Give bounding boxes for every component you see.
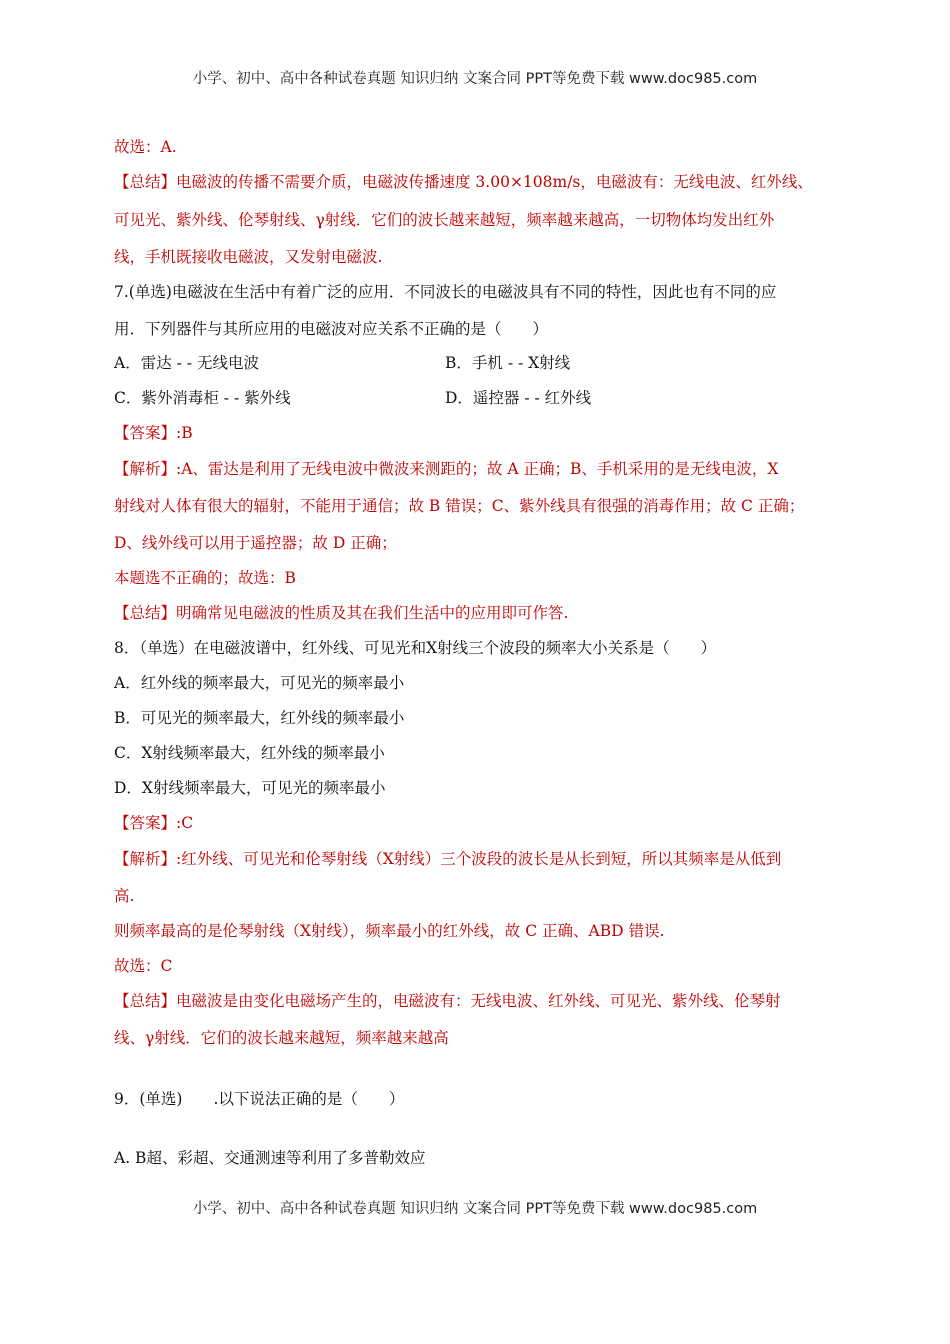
question-line: C．紫外消毒柜 - - 紫外线 [114,389,291,407]
option-line: B．手机 - - X射线 [445,354,571,372]
answer-line: 线，手机既接收电磁波，又发射电磁波. [114,248,383,266]
answer-line: 本题选不正确的；故选：B [114,569,296,587]
answer-line: 射线对人体有很大的辐射，不能用于通信；故 B 错误；C、紫外线具有很强的消毒作用；故 C 正确； [114,497,805,515]
question-line: 7.(单选)电磁波在生活中有着广泛的应用．不同波长的电磁波具有不同的特性，因此也有不同的应 [114,283,777,301]
question-line: B．可见光的频率最大，红外线的频率最小 [114,709,405,727]
answer-line: 故选：C [114,957,173,975]
question-line: 9．(单选) .以下说法正确的是（ ） [114,1090,405,1108]
question-line: D．X射线频率最大，可见光的频率最小 [114,779,386,797]
answer-line: 【答案】:B [114,424,193,442]
answer-line: 线、γ射线．它们的波长越来越短，频率越来越高 [114,1029,449,1047]
answer-line: 可见光、紫外线、伦琴射线、γ射线．它们的波长越来越短，频率越来越高，一切物体均发出红外 [114,211,775,229]
answer-line: 【解析】:红外线、可见光和伦琴射线（X射线）三个波段的波长是从长到短，所以其频率是从低到 [114,850,782,868]
answer-line: 故选：A. [114,138,177,156]
question-line: A．雷达 - - 无线电波 [114,354,259,372]
answer-line: 【总结】电磁波的传播不需要介质，电磁波传播速度 3.00×108m/s，电磁波有：无线电波、红外线、 [114,173,813,191]
answer-line: D、线外线可以用于遥控器；故 D 正确； [114,534,397,552]
answer-line: 【解析】:A、雷达是利用了无线电波中微波来测距的；故 A 正确；B、手机采用的是无线电波，X [114,460,779,478]
question-line: A. B超、彩超、交通测速等利用了多普勒效应 [114,1149,426,1167]
answer-line: 【答案】:C [114,814,194,832]
page-footer: 小学、初中、高中各种试卷真题 知识归纳 文案合同 PPT等免费下载 www.doc985.com [192,1201,758,1217]
question-line: 8．（单选）在电磁波谱中，红外线、可见光和X射线三个波段的频率大小关系是（ ） [114,639,717,657]
answer-line: 高. [114,887,135,905]
page-header: 小学、初中、高中各种试卷真题 知识归纳 文案合同 PPT等免费下载 www.doc985.com [192,71,758,87]
question-line: C．X射线频率最大，红外线的频率最小 [114,744,385,762]
answer-line: 【总结】明确常见电磁波的性质及其在我们生活中的应用即可作答. [114,604,569,622]
answer-line: 【总结】电磁波是由变化电磁场产生的，电磁波有：无线电波、红外线、可见光、紫外线、伦琴射 [114,992,781,1010]
question-line: A．红外线的频率最大，可见光的频率最小 [114,674,405,692]
question-line: 用．下列器件与其所应用的电磁波对应关系不正确的是（ ） [114,320,549,338]
option-line: D．遥控器 - - 红外线 [445,389,592,407]
answer-line: 则频率最高的是伦琴射线（X射线），频率最小的红外线，故 C 正确、ABD 错误. [114,922,665,940]
